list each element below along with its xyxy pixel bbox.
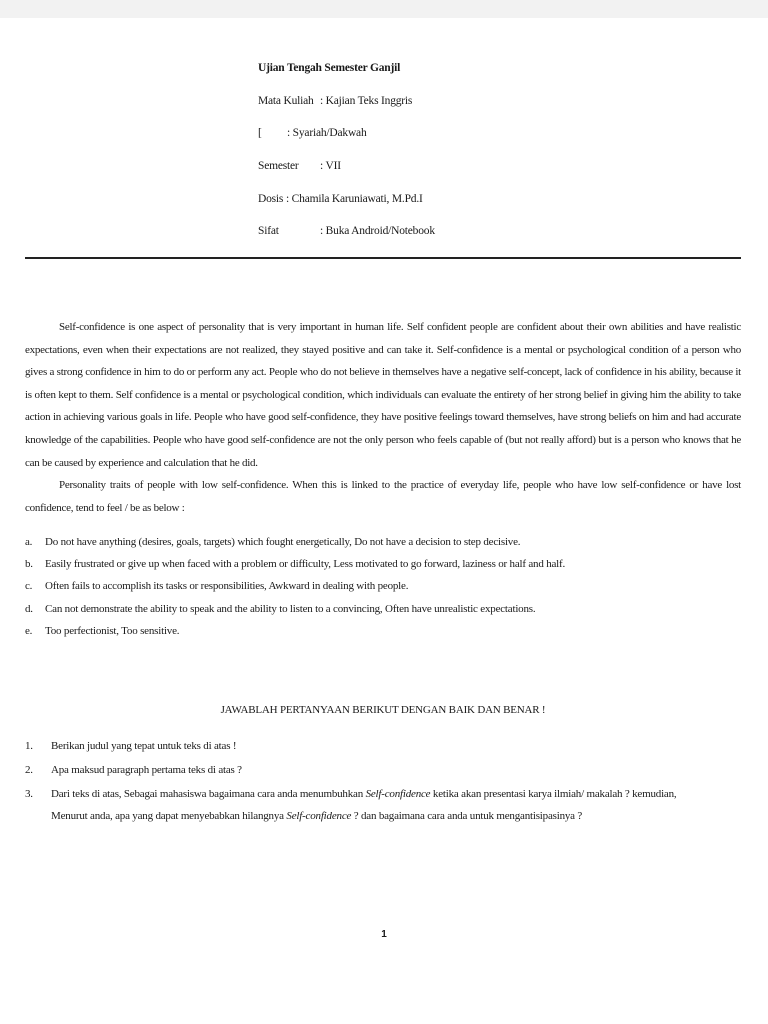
question-text-line-1: Dari teks di atas, Sebagai mahasiswa bagaimana cara anda menumbuhkan Self-confidence ketika akan presentasi karya ilmiah/ makalah ? kemudian, bbox=[51, 788, 677, 800]
reading-text bbox=[25, 316, 741, 519]
exam-title: Ujian Tengah Semester Ganjil bbox=[258, 62, 401, 74]
header-value: : Kajian Teks Inggris bbox=[320, 95, 413, 107]
list-marker: b. bbox=[25, 558, 33, 570]
header-divider bbox=[25, 257, 741, 259]
question-number: 2. bbox=[25, 764, 33, 776]
question-number: 3. bbox=[25, 788, 33, 800]
list-text: Do not have anything (desires, goals, targets) which fought energetically, Do not have a decision to step decisive. bbox=[45, 536, 521, 548]
list-marker: e. bbox=[25, 625, 33, 637]
list-text: Too perfectionist, Too sensitive. bbox=[45, 625, 180, 637]
header-row-course bbox=[258, 95, 412, 107]
question-number: 1. bbox=[25, 740, 33, 752]
paragraph-1: Self-confidence is one aspect of personality that is very important in human life. Self confident people are confident about their own abilities and have realistic expectations, even when their expectations are not realized, they stayed positive and can take it. Self-confidence is a mental or psychological condition of a person who gives a strong confidence in him to do or perform any act. People who do not believe in themselves have a negative self-concept, lack of confidence in his ability, because it is often kept to them. Self confidence is a mental or psychological condition, which individuals can evaluate the entirety of her strong belief in giving him the ability to take action in achieving various goals in life. People who have good self-confidence, they have positive feelings toward themselves, have strong beliefs on him and had accurate knowledge of the capabilities. People who have good self-confidence are not the only person who feels capable of (but not really afford) but is a person who knows that he can be caused by experience and calculation that he did. bbox=[25, 321, 741, 469]
list-item bbox=[25, 580, 408, 592]
list-item bbox=[25, 558, 565, 570]
emphasis-term: Self-confidence bbox=[365, 788, 431, 800]
question-text-line-2: Menurut anda, apa yang dapat menyebabkan hilangnya Self-confidence ? dan bagaimana cara anda untuk mengantisipasinya ? bbox=[51, 810, 583, 822]
question-text: Apa maksud paragraph pertama teks di atas ? bbox=[51, 764, 242, 776]
list-text: Can not demonstrate the ability to speak and the ability to listen to a convincing, Often have unrealistic expectations. bbox=[45, 603, 536, 615]
header-row-lecturer bbox=[258, 193, 423, 205]
header-row-type bbox=[258, 225, 435, 237]
page-number: 1 bbox=[381, 929, 387, 940]
header-label: Sifat bbox=[258, 225, 279, 237]
header-value: : Buka Android/Notebook bbox=[320, 225, 435, 237]
questions-heading: JAWABLAH PERTANYAAN BERIKUT DENGAN BAIK DAN BENAR ! bbox=[220, 704, 546, 716]
list-item bbox=[25, 603, 535, 615]
header-label: [ bbox=[258, 127, 262, 139]
header-label: Mata Kuliah bbox=[258, 95, 314, 107]
list-text: Easily frustrated or give up when faced with a problem or difficulty, Less motivated to go forward, laziness or half and half. bbox=[45, 558, 566, 570]
header-value: : VII bbox=[320, 160, 341, 172]
list-item bbox=[25, 536, 520, 548]
list-marker: d. bbox=[25, 603, 33, 615]
document-page bbox=[0, 18, 768, 1024]
list-text: Often fails to accomplish its tasks or responsibilities, Awkward in dealing with people. bbox=[45, 580, 409, 592]
header-label: Dosis bbox=[258, 193, 284, 205]
header-row-program bbox=[258, 127, 367, 139]
header-label: Semester bbox=[258, 160, 299, 172]
header-row-semester bbox=[258, 160, 341, 172]
list-marker: c. bbox=[25, 580, 33, 592]
emphasis-term: Self-confidence bbox=[286, 810, 352, 822]
header-value: : Chamila Karuniawati, M.Pd.I bbox=[286, 193, 423, 205]
question-text: Berikan judul yang tepat untuk teks di atas ! bbox=[51, 740, 237, 752]
header-value: : Syariah/Dakwah bbox=[287, 127, 367, 139]
paragraph-2: Personality traits of people with low self-confidence. When this is linked to the practice of everyday life, people who have low self-confidence or have lost confidence, tend to feel / be as below : bbox=[25, 479, 741, 514]
list-item bbox=[25, 625, 179, 637]
list-marker: a. bbox=[25, 536, 33, 548]
